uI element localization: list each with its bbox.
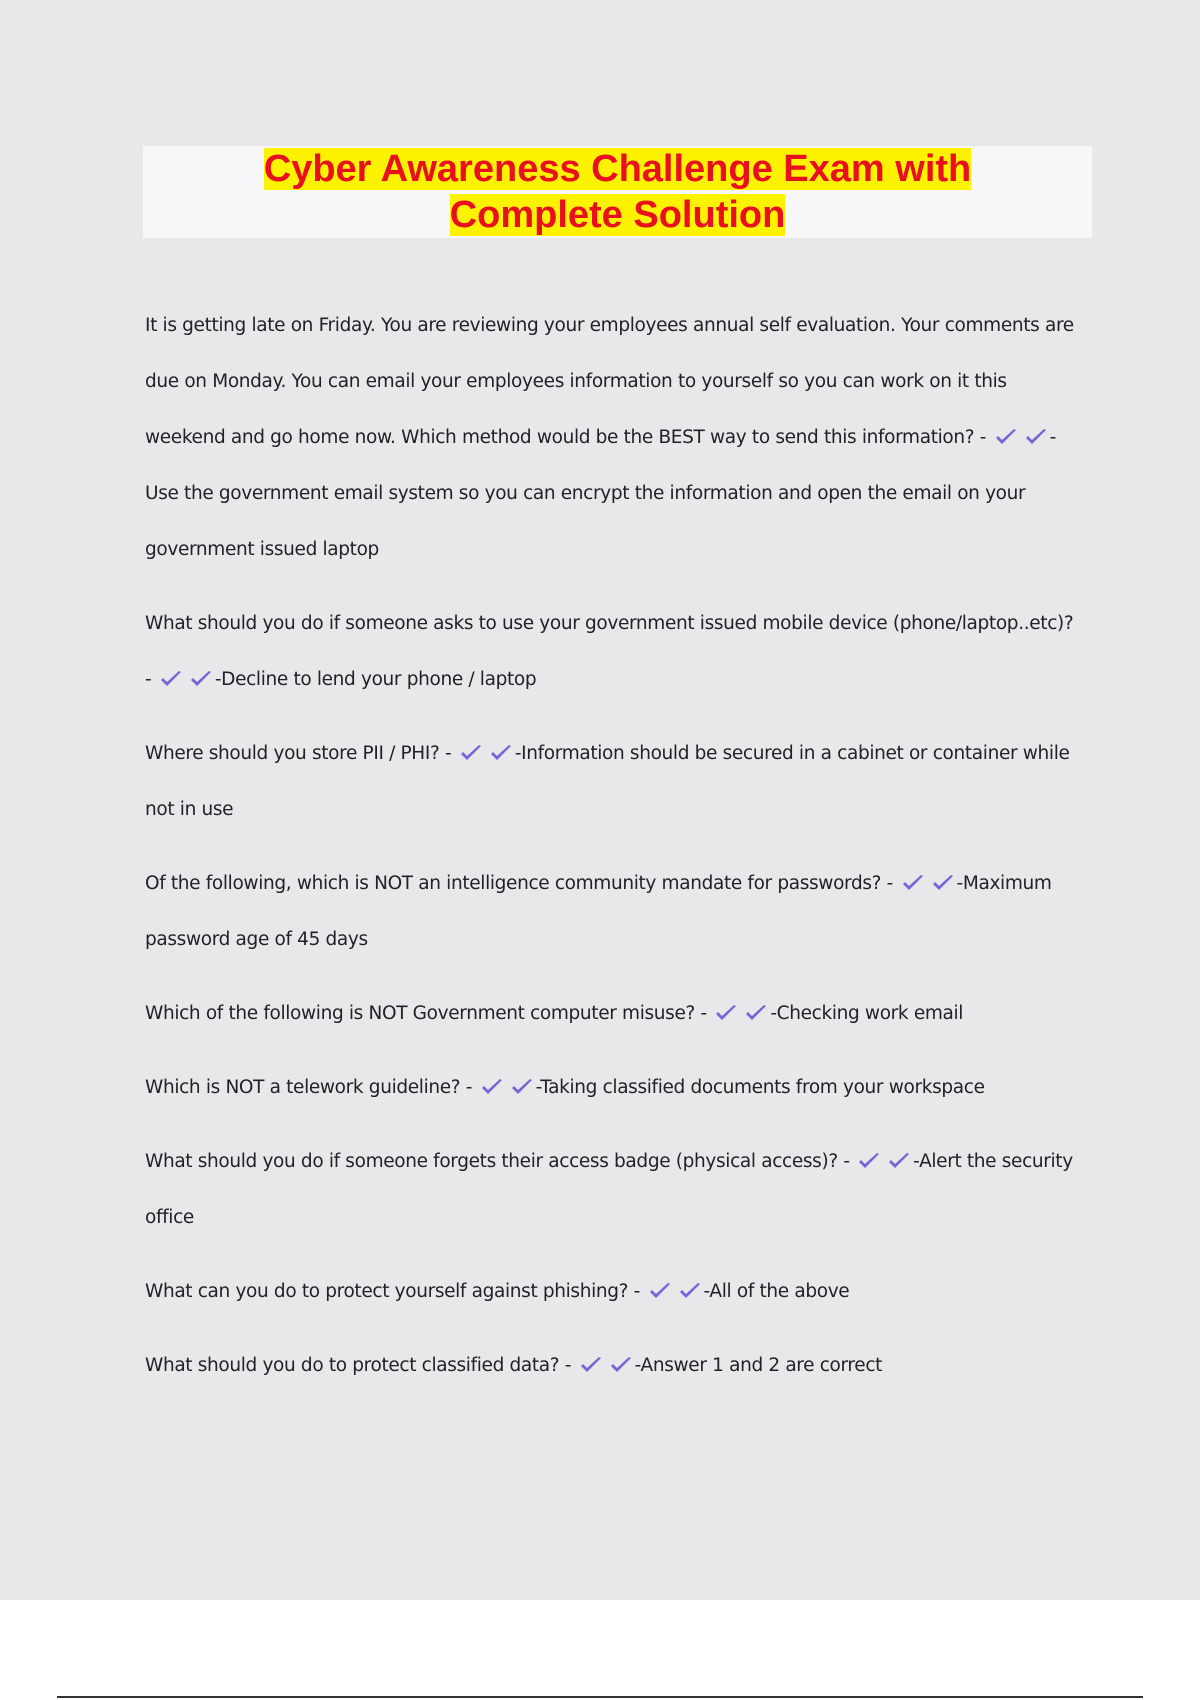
qa-item: [145, 596, 1095, 708]
answer-marker: [901, 859, 955, 915]
qa-line: [145, 298, 1095, 354]
qa-answer-text: -Alert the security: [913, 1151, 1073, 1172]
qa-answer-text: -Taking classified documents from your workspace: [535, 1077, 985, 1098]
qa-text: password age of 45 days: [145, 929, 368, 950]
answer-marker: [459, 729, 513, 785]
qa-text: What should you do if someone asks to use your government issued mobile device (phone/laptop..etc)?: [145, 613, 1074, 634]
qa-item: [145, 986, 1095, 1042]
qa-line: [145, 856, 1095, 912]
checkmark-icon: [901, 859, 925, 877]
checkmark-icon: [480, 1063, 504, 1081]
checkmark-icon: [159, 655, 183, 673]
checkmark-icon: [744, 989, 768, 1007]
qa-line: [145, 1134, 1095, 1190]
checkmark-icon: [994, 413, 1018, 431]
footer-divider: [57, 1696, 1143, 1698]
qa-item: [145, 1060, 1095, 1116]
qa-line: [145, 986, 1095, 1042]
qa-text: not in use: [145, 799, 234, 820]
checkmark-icon: [579, 1341, 603, 1359]
qa-answer-text: -Decline to lend your phone / laptop: [214, 669, 537, 690]
answer-marker: [648, 1267, 702, 1323]
qa-answer-text: -Answer 1 and 2 are correct: [634, 1355, 883, 1376]
qa-text: due on Monday. You can email your employees information to yourself so you can work on it this: [145, 371, 1007, 392]
qa-text: office: [145, 1207, 194, 1228]
qa-text: It is getting late on Friday. You are reviewing your employees annual self evaluation. Your comments are: [145, 315, 1074, 336]
qa-line: [145, 652, 1095, 708]
qa-line: [145, 782, 1095, 838]
qa-text: Use the government email system so you can encrypt the information and open the email on your: [145, 483, 1026, 504]
qa-line: [145, 726, 1095, 782]
document-title-line-2: Complete Solution: [449, 194, 786, 236]
qa-text: What can you do to protect yourself against phishing? -: [145, 1281, 646, 1302]
qa-answer-text: -: [1049, 427, 1056, 448]
checkmark-icon: [510, 1063, 534, 1081]
qa-line: [145, 912, 1095, 968]
qa-answer-text: -Checking work email: [770, 1003, 964, 1024]
checkmark-icon: [459, 729, 483, 747]
checkmark-icon: [189, 655, 213, 673]
qa-text: Of the following, which is NOT an intelligence community mandate for passwords? -: [145, 873, 899, 894]
checkmark-icon: [714, 989, 738, 1007]
checkmark-icon: [609, 1341, 633, 1359]
qa-answer-text: -Information should be secured in a cabinet or container while: [514, 743, 1070, 764]
checkmark-icon: [1024, 413, 1048, 431]
qa-item: [145, 726, 1095, 838]
qa-line: [145, 1060, 1095, 1116]
qa-line: [145, 466, 1095, 522]
qa-text: What should you do if someone forgets their access badge (physical access)? -: [145, 1151, 856, 1172]
answer-marker: [857, 1137, 911, 1193]
qa-item: [145, 1264, 1095, 1320]
qa-text: -: [145, 669, 157, 690]
checkmark-icon: [931, 859, 955, 877]
answer-marker: [159, 655, 213, 711]
qa-text: Where should you store PII / PHI? -: [145, 743, 457, 764]
qa-answer-text: -All of the above: [703, 1281, 850, 1302]
document-title-line-1: Cyber Awareness Challenge Exam with: [263, 148, 972, 190]
qa-line: [145, 1264, 1095, 1320]
answer-marker: [480, 1063, 534, 1119]
checkmark-icon: [678, 1267, 702, 1285]
answer-marker: [579, 1341, 633, 1397]
qa-text: Which is NOT a telework guideline? -: [145, 1077, 478, 1098]
qa-line: [145, 410, 1095, 466]
qa-item: [145, 856, 1095, 968]
answer-marker: [994, 413, 1048, 469]
qa-text: What should you do to protect classified data? -: [145, 1355, 577, 1376]
qa-line: [145, 1338, 1095, 1394]
qa-item: [145, 298, 1095, 578]
qa-item: [145, 1338, 1095, 1394]
qa-line: [145, 522, 1095, 578]
qa-list: [145, 298, 1095, 1412]
qa-text: weekend and go home now. Which method would be the BEST way to send this information? -: [145, 427, 992, 448]
qa-line: [145, 1190, 1095, 1246]
checkmark-icon: [489, 729, 513, 747]
qa-item: [145, 1134, 1095, 1246]
checkmark-icon: [648, 1267, 672, 1285]
title-banner: [143, 146, 1092, 238]
qa-text: Which of the following is NOT Government computer misuse? -: [145, 1003, 713, 1024]
qa-line: [145, 596, 1095, 652]
checkmark-icon: [857, 1137, 881, 1155]
qa-text: government issued laptop: [145, 539, 379, 560]
checkmark-icon: [887, 1137, 911, 1155]
answer-marker: [714, 989, 768, 1045]
qa-line: [145, 354, 1095, 410]
qa-answer-text: -Maximum: [956, 873, 1052, 894]
